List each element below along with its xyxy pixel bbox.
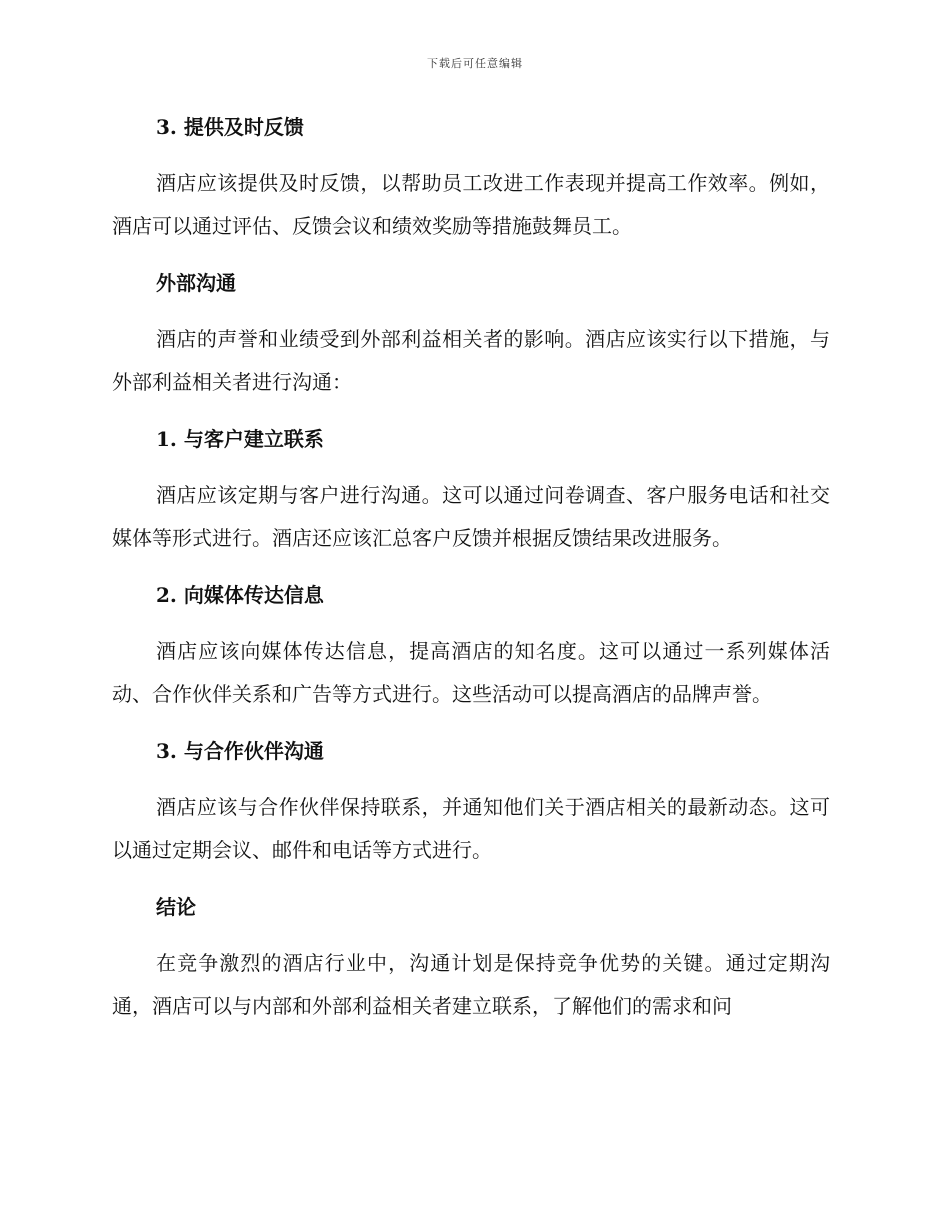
- section-partners: [112, 734, 830, 890]
- page-header: 下载后可任意编辑: [427, 57, 523, 70]
- section-customer-contact: [112, 422, 830, 578]
- section-heading: 2. 向媒体传达信息: [156, 583, 324, 607]
- section-heading: 结论: [156, 895, 196, 919]
- section-media: [112, 578, 830, 734]
- section-feedback: [112, 110, 830, 266]
- section-heading: 3. 提供及时反馈: [156, 115, 304, 139]
- document-body: [112, 110, 830, 1028]
- section-heading: 3. 与合作伙伴沟通: [156, 739, 324, 763]
- section-heading: 外部沟通: [156, 271, 236, 295]
- section-paragraph: 酒店应该与合作伙伴保持联系，并通知他们关于酒店相关的最新动态。这可以通过定期会议、邮件和电话等方式进行。: [112, 795, 830, 862]
- section-heading: 1. 与客户建立联系: [156, 427, 324, 451]
- section-paragraph: 酒店的声誉和业绩受到外部利益相关者的影响。酒店应该实行以下措施，与外部利益相关者进行沟通：: [112, 327, 830, 394]
- section-paragraph: 在竞争激烈的酒店行业中，沟通计划是保持竞争优势的关键。通过定期沟通，酒店可以与内部和外部利益相关者建立联系，了解他们的需求和问: [112, 951, 830, 1018]
- section-paragraph: 酒店应该提供及时反馈，以帮助员工改进工作表现并提高工作效率。例如，酒店可以通过评估、反馈会议和绩效奖励等措施鼓舞员工。: [112, 171, 830, 238]
- section-conclusion: [112, 890, 830, 1028]
- section-paragraph: 酒店应该向媒体传达信息，提高酒店的知名度。这可以通过一系列媒体活动、合作伙伴关系和广告等方式进行。这些活动可以提高酒店的品牌声誉。: [112, 639, 830, 706]
- section-paragraph: 酒店应该定期与客户进行沟通。这可以通过问卷调查、客户服务电话和社交媒体等形式进行。酒店还应该汇总客户反馈并根据反馈结果改进服务。: [112, 483, 830, 550]
- section-external-communication: [112, 266, 830, 422]
